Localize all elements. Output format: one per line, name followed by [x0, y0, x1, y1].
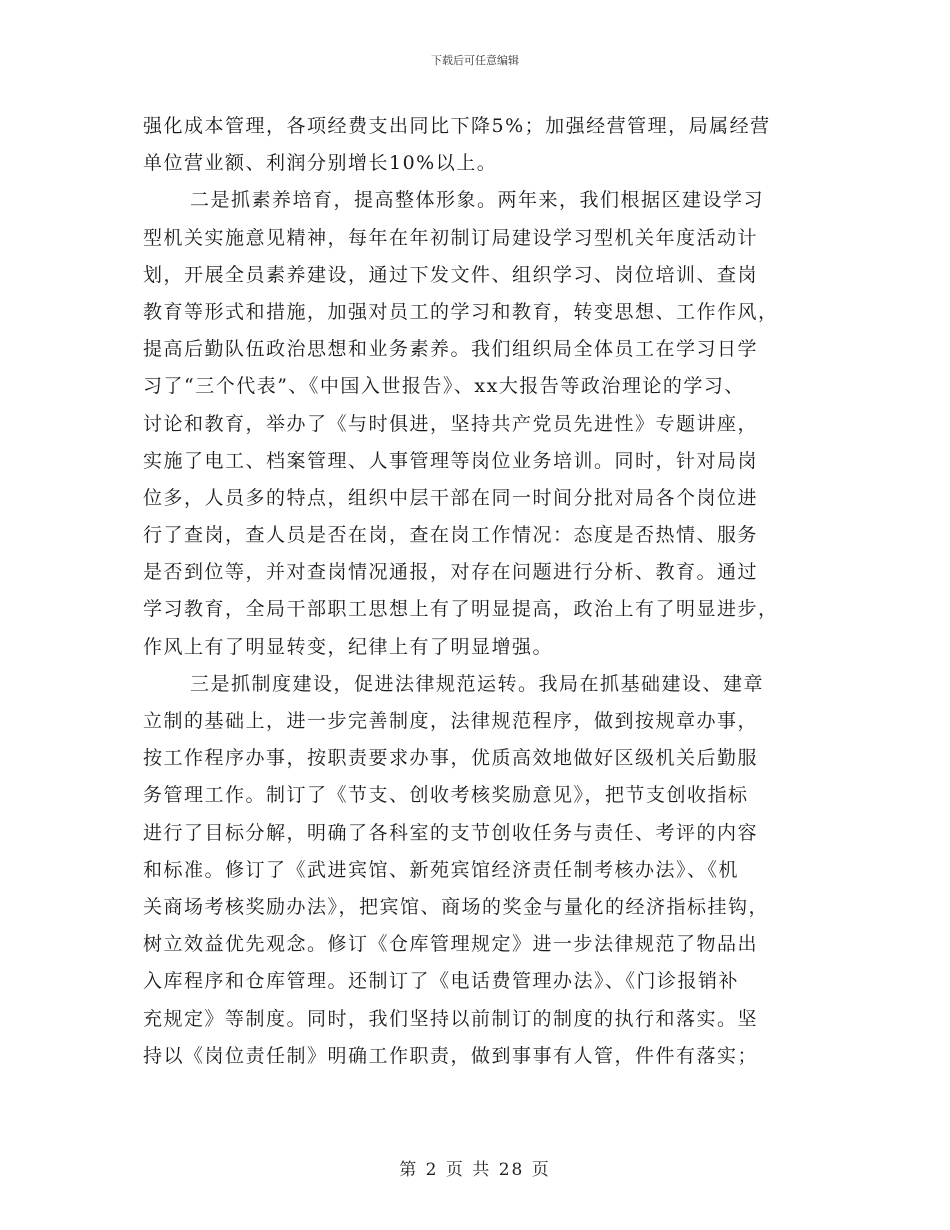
text-line: 行了查岗，查人员是否在岗，查在岗工作情况：态度是否热情、服务 [143, 524, 759, 547]
text-line: 和标准。修订了《武进宾馆、新苑宾馆经济责任制考核办法》、《机 [143, 858, 740, 881]
text-line: 单位营业额、利润分别增长10%以上。 [143, 152, 498, 175]
text-line: 充规定》等制度。同时，我们坚持以前制订的制度的执行和落实。坚 [143, 1007, 759, 1030]
text-line: 教育等形式和措施，加强对员工的学习和教育，转变思想、工作作风， [143, 300, 779, 323]
text-line: 学习教育，全局干部职工思想上有了明显提高，政治上有了明显进步， [143, 598, 779, 621]
page-number: 第 2 页 共 28 页 [399, 1160, 551, 1180]
text-line: 入库程序和仓库管理。还制订了《电话费管理办法》、《门诊报销补 [143, 970, 740, 993]
text-line: 型机关实施意见精神，每年在年初制订局建设学习型机关年度活动计 [143, 226, 759, 249]
text-line: 务管理工作。制订了《节支、创收考核奖励意见》，把节支创收指标 [143, 784, 749, 807]
text-line: 位多，人员多的特点，组织中层干部在同一时间分批对局各个岗位进 [143, 486, 759, 509]
text-line: 作风上有了明显转变，纪律上有了明显增强。 [143, 635, 554, 658]
text-line: 实施了电工、档案管理、人事管理等岗位业务培训。同时，针对局岗 [143, 449, 759, 472]
text-line: 强化成本管理，各项经费支出同比下降5%；加强经营管理，局属经营 [143, 115, 771, 137]
text-line: 按工作程序办事，按职责要求办事，优质高效地做好区级机关后勤服 [143, 747, 759, 770]
paragraph-first-line: 三是抓制度建设，促进法律规范运转。我局在抓基础建设、建章 [190, 672, 765, 695]
text-line: 立制的基础上，进一步完善制度，法律规范程序，做到按规章办事， [143, 710, 759, 732]
text-line: 习了“三个代表”、《中国入世报告》、xx大报告等政治理论的学习、 [143, 375, 745, 398]
text-line: 进行了目标分解，明确了各科室的支节创收任务与责任、考评的内容 [143, 821, 759, 844]
text-line: 提高后勤队伍政治思想和业务素养。我们组织局全体员工在学习日学 [143, 338, 759, 361]
text-line: 关商场考核奖励办法》，把宾馆、商场的奖金与量化的经济指标挂钩， [143, 895, 770, 918]
text-line: 讨论和教育，举办了《与时俱进，坚持共产党员先进性》专题讲座， [143, 412, 759, 435]
page-header-note: 下载后可任意编辑 [431, 54, 519, 67]
paragraph-first-line: 二是抓素养培育，提高整体形象。两年来，我们根据区建设学习 [190, 189, 765, 212]
text-line: 划，开展全员素养建设，通过下发文件、组织学习、岗位培训、查岗 [143, 263, 759, 286]
document-body [143, 108, 823, 1075]
text-line: 树立效益优先观念。修订《仓库管理规定》进一步法律规范了物品出 [143, 933, 759, 956]
text-line: 是否到位等，并对查岗情况通报，对存在问题进行分析、教育。通过 [143, 561, 759, 584]
text-line: 持以《岗位责任制》明确工作职责，做到事事有人管，件件有落实； [143, 1044, 759, 1067]
